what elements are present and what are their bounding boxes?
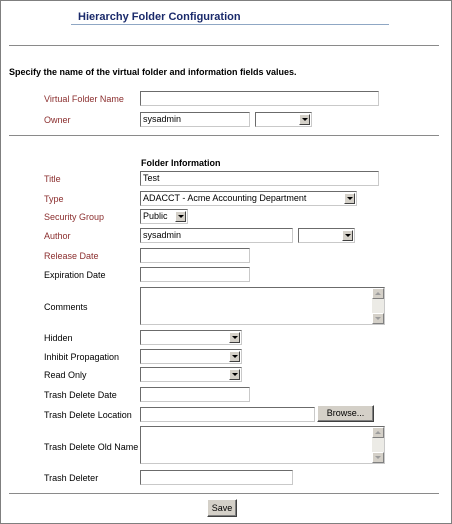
virtual-folder-name-input[interactable] [140,91,379,106]
instructions-text: Specify the name of the virtual folder and information fields values. [9,67,297,77]
chevron-down-icon [229,332,240,343]
type-label: Type [44,194,64,204]
comments-textarea[interactable] [140,287,385,325]
virtual-folder-name-label: Virtual Folder Name [44,94,124,104]
hidden-select[interactable] [140,330,242,345]
security-group-label: Security Group [44,212,105,222]
chevron-down-icon [342,230,353,241]
trash-delete-old-name-scrollbar[interactable] [372,427,384,463]
divider [9,45,439,46]
chevron-down-icon [175,211,186,222]
read-only-select[interactable] [140,367,242,382]
type-select-value: ADACCT - Acme Accounting Department [143,193,307,203]
page-title: Hierarchy Folder Configuration [78,11,241,23]
trash-delete-location-label: Trash Delete Location [44,410,132,420]
author-label: Author [44,231,71,241]
trash-delete-date-label: Trash Delete Date [44,390,117,400]
chevron-down-icon [344,193,355,204]
scroll-up-icon[interactable] [372,427,384,438]
scroll-down-icon[interactable] [372,313,384,324]
author-input[interactable]: sysadmin [140,228,293,243]
save-button[interactable]: Save [207,499,237,517]
browse-button[interactable]: Browse... [317,405,374,422]
trash-delete-old-name-label: Trash Delete Old Name [44,442,139,452]
divider [9,493,439,494]
type-select[interactable] [140,191,357,206]
release-date-label: Release Date [44,251,99,261]
title-label: Title [44,174,61,184]
divider [9,135,439,136]
trash-deleter-label: Trash Deleter [44,473,99,483]
comments-scrollbar[interactable] [372,288,384,324]
trash-delete-old-name-textarea[interactable] [140,426,385,464]
chevron-down-icon [299,114,310,125]
read-only-label: Read Only [44,370,87,380]
folder-information-heading: Folder Information [141,158,221,168]
trash-delete-location-input[interactable] [140,407,315,422]
comments-label: Comments [44,302,88,312]
expiration-date-label: Expiration Date [44,270,106,280]
title-underline [71,24,389,25]
hidden-label: Hidden [44,333,73,343]
release-date-input[interactable] [140,248,250,263]
inhibit-propagation-select[interactable] [140,349,242,364]
author-select[interactable] [298,228,355,243]
trash-delete-date-input[interactable] [140,387,250,402]
title-input[interactable]: Test [140,171,379,186]
chevron-down-icon [229,351,240,362]
security-group-select-value: Public [143,211,168,221]
owner-input[interactable]: sysadmin [140,112,250,127]
security-group-select[interactable] [140,209,188,224]
expiration-date-input[interactable] [140,267,250,282]
owner-label: Owner [44,115,71,125]
trash-deleter-input[interactable] [140,470,293,485]
owner-select[interactable] [255,112,312,127]
inhibit-propagation-label: Inhibit Propagation [44,352,120,362]
scroll-up-icon[interactable] [372,288,384,299]
chevron-down-icon [229,369,240,380]
scroll-down-icon[interactable] [372,452,384,463]
